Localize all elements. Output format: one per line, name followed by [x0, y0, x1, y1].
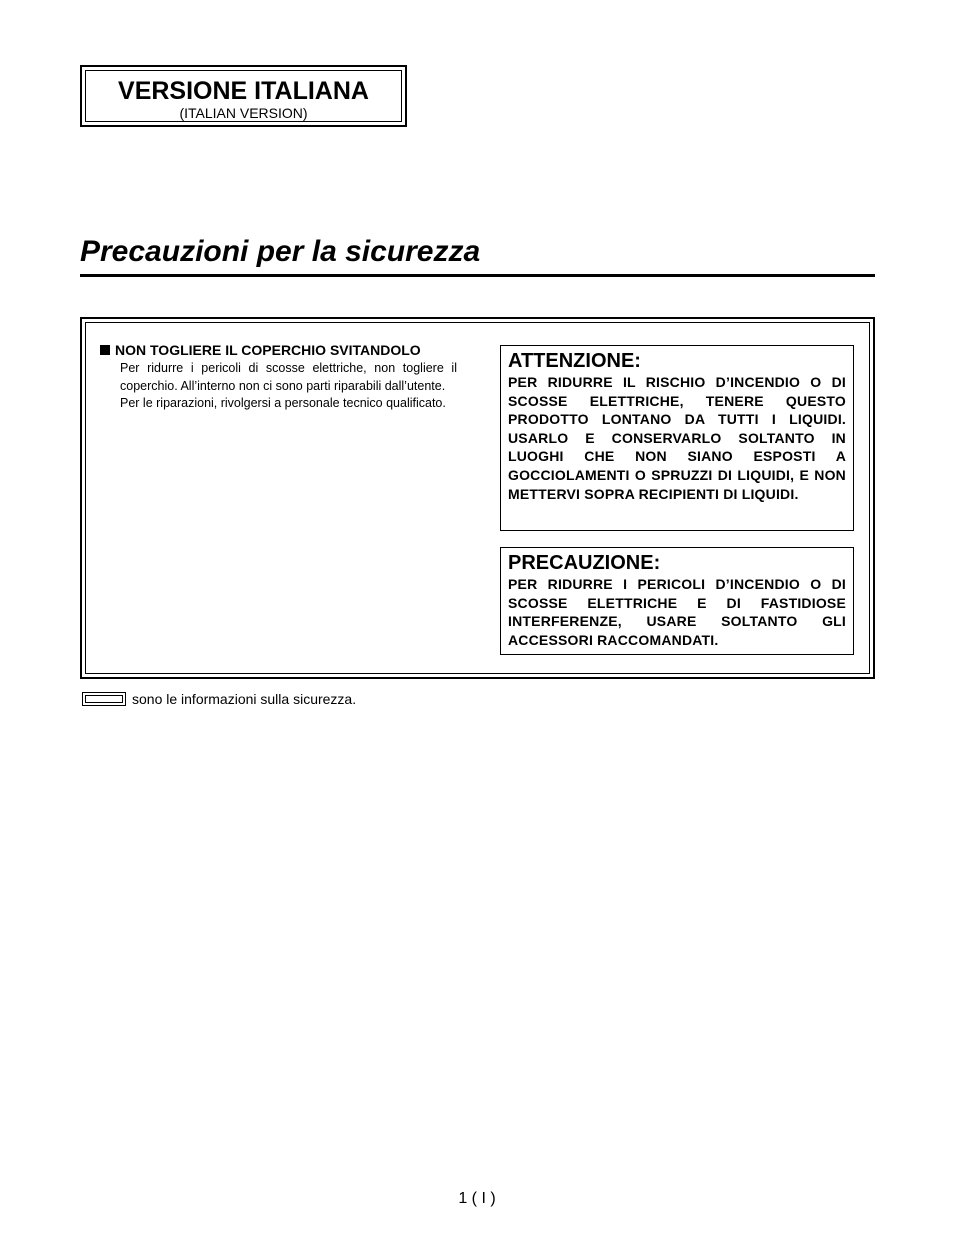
version-title: VERSIONE ITALIANA [118, 77, 369, 105]
bullet-square-icon [100, 345, 110, 355]
caution-text: PER RIDURRE I PERICOLI D’INCENDIO O DI SCOSSE ELETTRICHE E DI FASTIDIOSE INTERFERENZE, USARE SOLTANTO GLI ACCESSORI RACCOMANDATI. [508, 576, 846, 648]
legend-text: sono le informazioni sulla sicurezza. [132, 691, 357, 707]
double-frame-symbol-icon [82, 692, 126, 706]
safety-information-frame-inner [85, 322, 870, 674]
safety-information-frame [80, 317, 875, 679]
page-number: 1 ( I ) [458, 1190, 496, 1207]
caution-title: PRECAUZIONE: [508, 552, 661, 574]
cover-notice [100, 341, 457, 413]
cover-notice-paragraph-1: Per ridurre i pericoli di scosse elettriche, non togliere il coperchio. All’interno non ci sono parti riparabili dall’utente. [120, 361, 457, 393]
version-box-inner [85, 70, 402, 122]
caution-box [500, 547, 854, 655]
version-box [80, 65, 407, 127]
title-rule [80, 274, 875, 277]
attention-text: PER RIDURRE IL RISCHIO D’INCENDIO O DI SCOSSE ELETTRICHE, TENERE QUESTO PRODOTTO LONTANO DA TUTTI I LIQUIDI. USARLO E CONSERVARLO SOLTANTO IN LUOGHI CHE NON SIANO ESPOSTI A GOCCIOLAMENTI O SPRUZZI DI LIQUIDI, E NON METTERVI SOPRA RECIPIENTI DI LIQUIDI. [508, 374, 846, 502]
version-subtitle: (ITALIAN VERSION) [179, 105, 308, 121]
attention-title: ATTENZIONE: [508, 350, 641, 372]
attention-box [500, 345, 854, 531]
cover-notice-body [120, 360, 457, 413]
cover-notice-heading: NON TOGLIERE IL COPERCHIO SVITANDOLO [115, 342, 421, 358]
cover-notice-heading-row [100, 341, 457, 359]
cover-notice-paragraph-2: Per le riparazioni, rivolgersi a personale tecnico qualificato. [120, 396, 446, 410]
page-title: Precauzioni per la sicurezza [80, 235, 481, 268]
